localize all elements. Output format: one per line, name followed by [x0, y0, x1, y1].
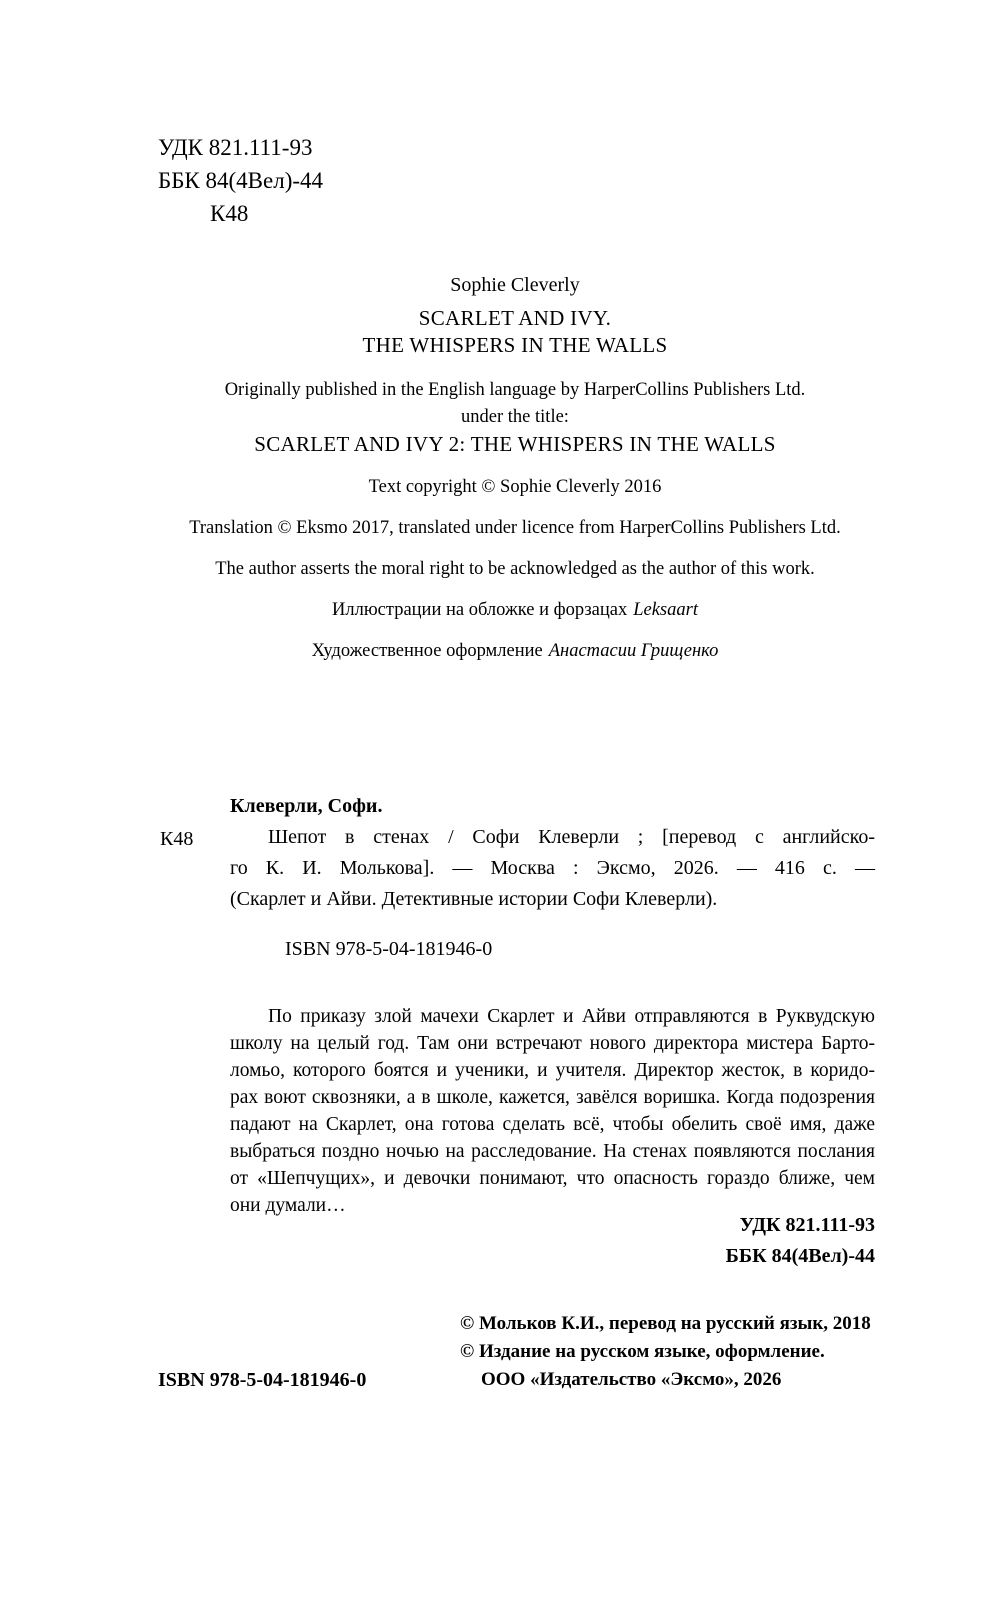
author-name: Sophie Cleverly — [450, 274, 580, 296]
publication-note: Originally published in the English language by HarperCollins Publishers Ltd. — [224, 380, 806, 400]
cover-illustrations-name: Leksaart — [633, 600, 698, 620]
cover-illustrations-label: Иллюстрации на обложке и форзацах — [332, 600, 628, 620]
design-credit — [155, 638, 875, 665]
catalog-author-sign: К48 — [160, 828, 194, 850]
catalog-card — [230, 791, 875, 915]
author-sign: К48 — [210, 201, 249, 226]
bbk-code-bottom: ББК 84(4Вел)-44 — [725, 1245, 875, 1267]
under-title-note: under the title: — [461, 407, 569, 427]
design-name: Анастасии Грищенко — [548, 641, 719, 661]
cover-illustrations-credit — [155, 597, 875, 624]
catalog-author-heading: Клеверли, Софи. — [230, 795, 383, 817]
udc-classification-top — [158, 131, 323, 230]
original-book-title-line2: THE WHISPERS IN THE WALLS — [362, 333, 668, 357]
annotation: По приказу злой мачехи Скарлет и Айви отправляются в Руквудскую школу на целый год. Там они встречают нового директора мистера Барто- ломьо, которого боятся и ученики, и учителя. Директор жесток, в коридо- рах воют сквозняки, а в школе, кажется, завёлся воришка. Когда подозрения падают на Скарлет, она готова сделать всё, чтобы обелить своё имя, даже выбраться поздно ночью на расследование. На стенах появляются послания от «Шепчущих», и девочки понимают, что опасность гораздо ближе, чем они думали… — [230, 1006, 875, 1216]
bbk-code: ББК 84(4Вел)-44 — [158, 168, 324, 193]
original-book-title-line1: SCARLET AND IVY. — [418, 306, 612, 330]
design-label: Художественное оформление — [311, 641, 543, 661]
copyright-credits: © Мольков К.И., перевод на русский язык, 2018 © Издание на русском языке, оформление. ООО «Издательство «Эксмо», 2026 — [460, 1313, 871, 1390]
isbn-catalog: ISBN 978-5-04-181946-0 — [285, 938, 493, 960]
edition-info-block — [155, 272, 875, 665]
udc-classification-bottom — [726, 1210, 875, 1272]
udc-code: УДК 821.111-93 — [158, 135, 313, 160]
udc-code-bottom: УДК 821.111-93 — [739, 1214, 875, 1236]
catalog-entry: Шепот в стенах / Софи Клеверли ; [перевод с английско- го К. И. Молькова]. — Москва : Эксмо, 2026. — 416 с. — (Скарлет и Айви. Детективные истории Софи Клеверли). — [230, 826, 875, 910]
text-copyright-line: Text copyright © Sophie Cleverly 2016 — [368, 477, 662, 497]
translation-copyright-line: Translation © Eksmo 2017, translated under licence from HarperCollins Publishers Ltd. — [189, 518, 841, 538]
isbn-bottom: ISBN 978-5-04-181946-0 — [158, 1369, 367, 1391]
moral-right-line: The author asserts the moral right to be acknowledged as the author of this work. — [215, 559, 815, 579]
original-english-title: SCARLET AND IVY 2: THE WHISPERS IN THE WALLS — [254, 432, 776, 456]
